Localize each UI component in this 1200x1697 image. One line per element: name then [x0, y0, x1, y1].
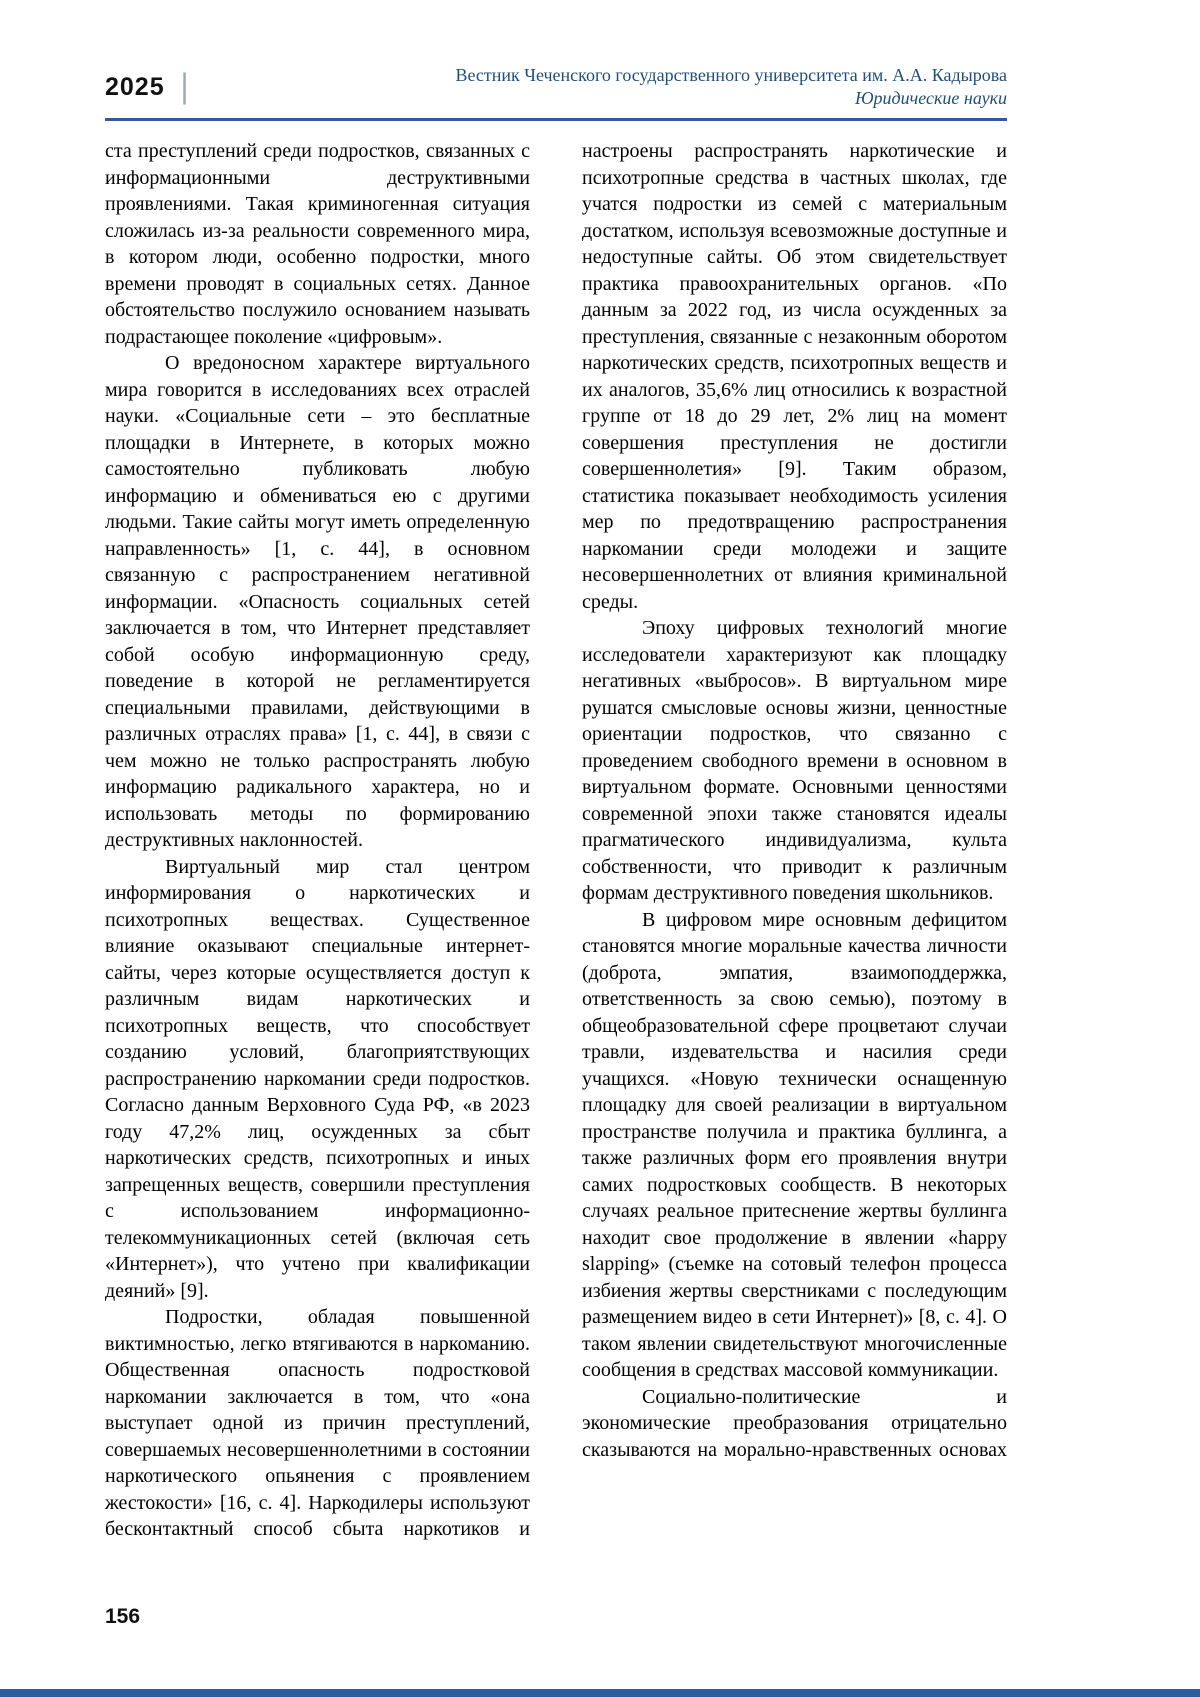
page-footer: [105, 1605, 140, 1629]
year-label: 2025: [105, 72, 165, 101]
paragraph: Виртуальный мир стал центром информирования о наркотических и психотропных веществах. Существенное влияние оказывают специальные интернет-сайты, через которые осуществляется доступ к различным видам наркотических и психотропных веществ, что способствует созданию условий, благоприятствующих распространению наркомании среди подростков. Согласно данным Верховного Суда РФ, «в 2023 году 47,2% лиц, осужденных за сбыт наркотических средств, психотропных и иных запрещенных веществ, совершили преступления с использованием информационно-телекоммуникационных сетей (включая сеть «Интернет»), что учтено при квалификации деяний» [9].: [105, 855, 530, 1302]
page-number: 156: [105, 1605, 141, 1628]
left-column: [105, 138, 530, 1543]
paragraph: В цифровом мире основным дефицитом становятся многие моральные качества личности (доброта, эмпатия, взаимоподдержка, ответственность за свою семью), поэтому в общеобразовательной сфере процветают случаи травли, издевательства и насилия среди учащихся. «Новую технически оснащенную площадку для своей реализации в виртуальном пространстве получила и практика буллинга, а также различных форм его проявления внутри самих подростковых сообществ. В некоторых случаях реальное притеснение жертвы буллинга находит свое продолжение в явлении «happy slapping» (съемке на сотовый телефон процесса избиения жертвы сверстниками с последующим размещением видео в сети Интернет)» [8, с. 4]. О таком явлении свидетельствуют многочисленные сообщения в средствах массовой коммуникации.: [582, 908, 1007, 1381]
journal-title: Вестник Чеченского государственного университета им. А.А. Кадырова: [455, 65, 1007, 85]
year-divider: |: [180, 67, 189, 106]
paragraph: Эпоху цифровых технологий многие исследователи характеризуют как площадку негативных «выбросов». В виртуальном мире рушатся смысловые основы жизни, ценностные ориентации подростков, что связанно с проведением свободного времени в основном в виртуальном формате. Основными ценностями современной эпохи также становятся идеалы прагматического индивидуализма, культа собственности, что приводит к различным формам деструктивного поведения школьников.: [582, 617, 1007, 904]
paragraph: настроены распространять наркотические и психотропные средства в частных школах, где учатся подростки из семей с материальным достатком, используя всевозможные доступные и недоступные сайты. Об этом свидетельствует практика правоохранительных органов. «По данным за 2022 год, из числа осужденных за преступления, связанные с незаконным оборотом наркотических средств, психотропных веществ и их аналогов, 35,6% лиц относились к возрастной группе от 18 до 29 лет, 2% лиц на момент совершения преступления не достигли совершеннолетия» [9]. Таким образом, статистика показывает необходимость усиления мер по предотвращению распространения наркомании среди молодежи и защите несовершеннолетних от влияния криминальной среды.: [582, 140, 1007, 613]
paragraph: О вредоносном характере виртуального мира говорится в исследованиях всех отраслей науки. «Социальные сети – это бесплатные площадки в Интернете, в которых можно самостоятельно публиковать любую информацию и обмениваться ею с другими людьми. Такие сайты могут иметь определенную направленность» [1, с. 44], в основном связанную с распространением негативной информации. «Опасность социальных сетей заключается в том, что Интернет представляет собой особую информационную среду, поведение в которой не регламентируется специальными правилами, действующими в различных отраслях права» [1, с. 44], в связи с чем можно не только распространять любую информацию радикального характера, но и использовать методы по формированию деструктивных наклонностей.: [105, 352, 530, 851]
journal-section-label: Юридические науки: [854, 88, 1007, 108]
bottom-bar: [0, 1689, 1200, 1697]
right-column: [582, 138, 1007, 1463]
paragraph: Социально-политические и экономические преобразования отрицательно сказываются на морально-нравственных основах: [582, 1385, 1007, 1461]
paragraph: Подростки, обладая повышенной виктимностью, легко втягиваются в наркоманию. Общественная опасность подростковой наркомании заключается в том, что «она выступает одной из причин преступлений, совершаемых несовершеннолетними в состоянии наркотического опьянения с проявлением жестокости» [16, с. 4]. Наркодилеры используют бесконтактный способ сбыта наркотиков и: [105, 1306, 530, 1540]
paragraph: ста преступлений среди подростков, связанных с информационными деструктивными проявлениями. Такая криминогенная ситуация сложилась из-за реальности современного мира, в котором люди, особенно подростки, много времени проводят в социальных сетях. Данное обстоятельство послужило основанием называть подрастающее поколение «цифровым».: [105, 140, 530, 348]
